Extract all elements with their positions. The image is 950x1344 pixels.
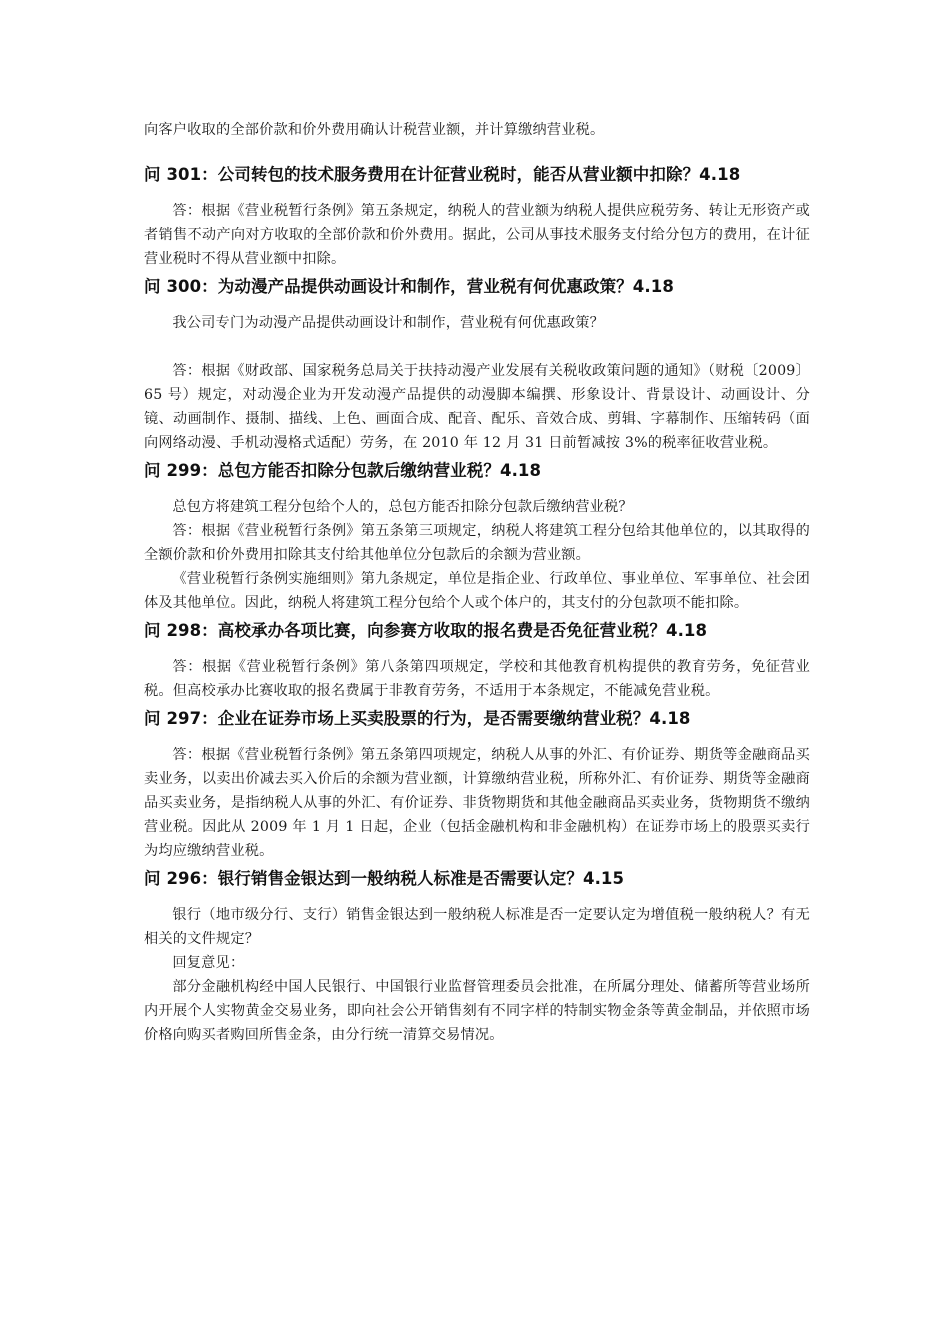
intro-paragraph: 向客户收取的全部价款和价外费用确认计税营业额，并计算缴纳营业税。 — [144, 122, 605, 138]
question-299-answer: 答：根据《营业税暂行条例》第五条第三项规定，纳税人将建筑工程分包给其他单位的，以其取得的全额价款和价外费用扣除其支付给其他单位分包款后的余额为营业额。 — [144, 523, 810, 563]
question-298-heading: 问 298：高校承办各项比赛，向参赛方收取的报名费是否免征营业税？4.18 — [144, 621, 708, 640]
question-300-question: 我公司专门为动漫产品提供动画设计和制作，营业税有何优惠政策？ — [172, 315, 605, 331]
question-301-heading: 问 301：公司转包的技术服务费用在计征营业税时，能否从营业额中扣除？4.18 — [144, 165, 741, 184]
question-297-heading: 问 297：企业在证券市场上买卖股票的行为，是否需要缴纳营业税？4.18 — [144, 709, 691, 728]
question-300-answer: 答：根据《财政部、国家税务总局关于扶持动漫产业发展有关税收政策问题的通知》（财税〔2009〕65 号）规定，对动漫企业为开发动漫产品提供的动漫脚本编撰、形象设计、背景设计、动画设计、分镜、动画制作、摄制、描线、上色、画面合成、配音、配乐、音效合成、剪辑、字幕制作、压缩转码（面向网络动漫、手机动漫格式适配）劳务，在 2010 年 12 月 31 日前暂减按 3%的税率征收营业税。 — [144, 363, 810, 451]
question-296-question: 银行（地市级分行、支行）销售金银达到一般纳税人标准是否一定要认定为增值税一般纳税人？有无相关的文件规定？ — [144, 907, 810, 947]
question-300-heading: 问 300：为动漫产品提供动画设计和制作，营业税有何优惠政策？4.18 — [144, 277, 674, 296]
question-299-answer-continued: 《营业税暂行条例实施细则》第九条规定，单位是指企业、行政单位、事业单位、军事单位、社会团体及其他单位。因此，纳税人将建筑工程分包给个人或个体户的，其支付的分包款项不能扣除。 — [144, 571, 810, 611]
question-299-heading: 问 299：总包方能否扣除分包款后缴纳营业税？4.18 — [144, 461, 542, 480]
question-297-answer: 答：根据《营业税暂行条例》第五条第四项规定，纳税人从事的外汇、有价证券、期货等金融商品买卖业务，以卖出价减去买入价后的余额为营业额，计算缴纳营业税，所称外汇、有价证券、期货等金融商品买卖业务，是指纳税人从事的外汇、有价证券、非货物期货和其他金融商品买卖业务，货物期货不缴纳营业税。因此从 2009 年 1 月 1 日起，企业（包括金融机构和非金融机构）在证券市场上的股票买卖行为均应缴纳营业税。 — [144, 747, 810, 859]
question-301-answer: 答：根据《营业税暂行条例》第五条规定，纳税人的营业额为纳税人提供应税劳务、转让无形资产或者销售不动产向对方收取的全部价款和价外费用。据此，公司从事技术服务支付给分包方的费用，在计征营业税时不得从营业额中扣除。 — [144, 203, 810, 267]
question-299-question: 总包方将建筑工程分包给个人的，总包方能否扣除分包款后缴纳营业税？ — [172, 499, 633, 515]
question-296-answer: 部分金融机构经中国人民银行、中国银行业监督管理委员会批准，在所属分理处、储蓄所等营业场所内开展个人实物黄金交易业务，即向社会公开销售刻有不同字样的特制实物金条等黄金制品，并依照市场价格向购买者购回所售金条，由分行统一清算交易情况。 — [144, 979, 810, 1043]
question-296-reply-label: 回复意见： — [172, 955, 245, 971]
document-page — [144, 118, 810, 1047]
question-296-heading: 问 296：银行销售金银达到一般纳税人标准是否需要认定？4.15 — [144, 869, 625, 888]
question-298-answer: 答：根据《营业税暂行条例》第八条第四项规定，学校和其他教育机构提供的教育劳务，免征营业税。但高校承办比赛收取的报名费属于非教育劳务，不适用于本条规定，不能减免营业税。 — [144, 659, 810, 699]
